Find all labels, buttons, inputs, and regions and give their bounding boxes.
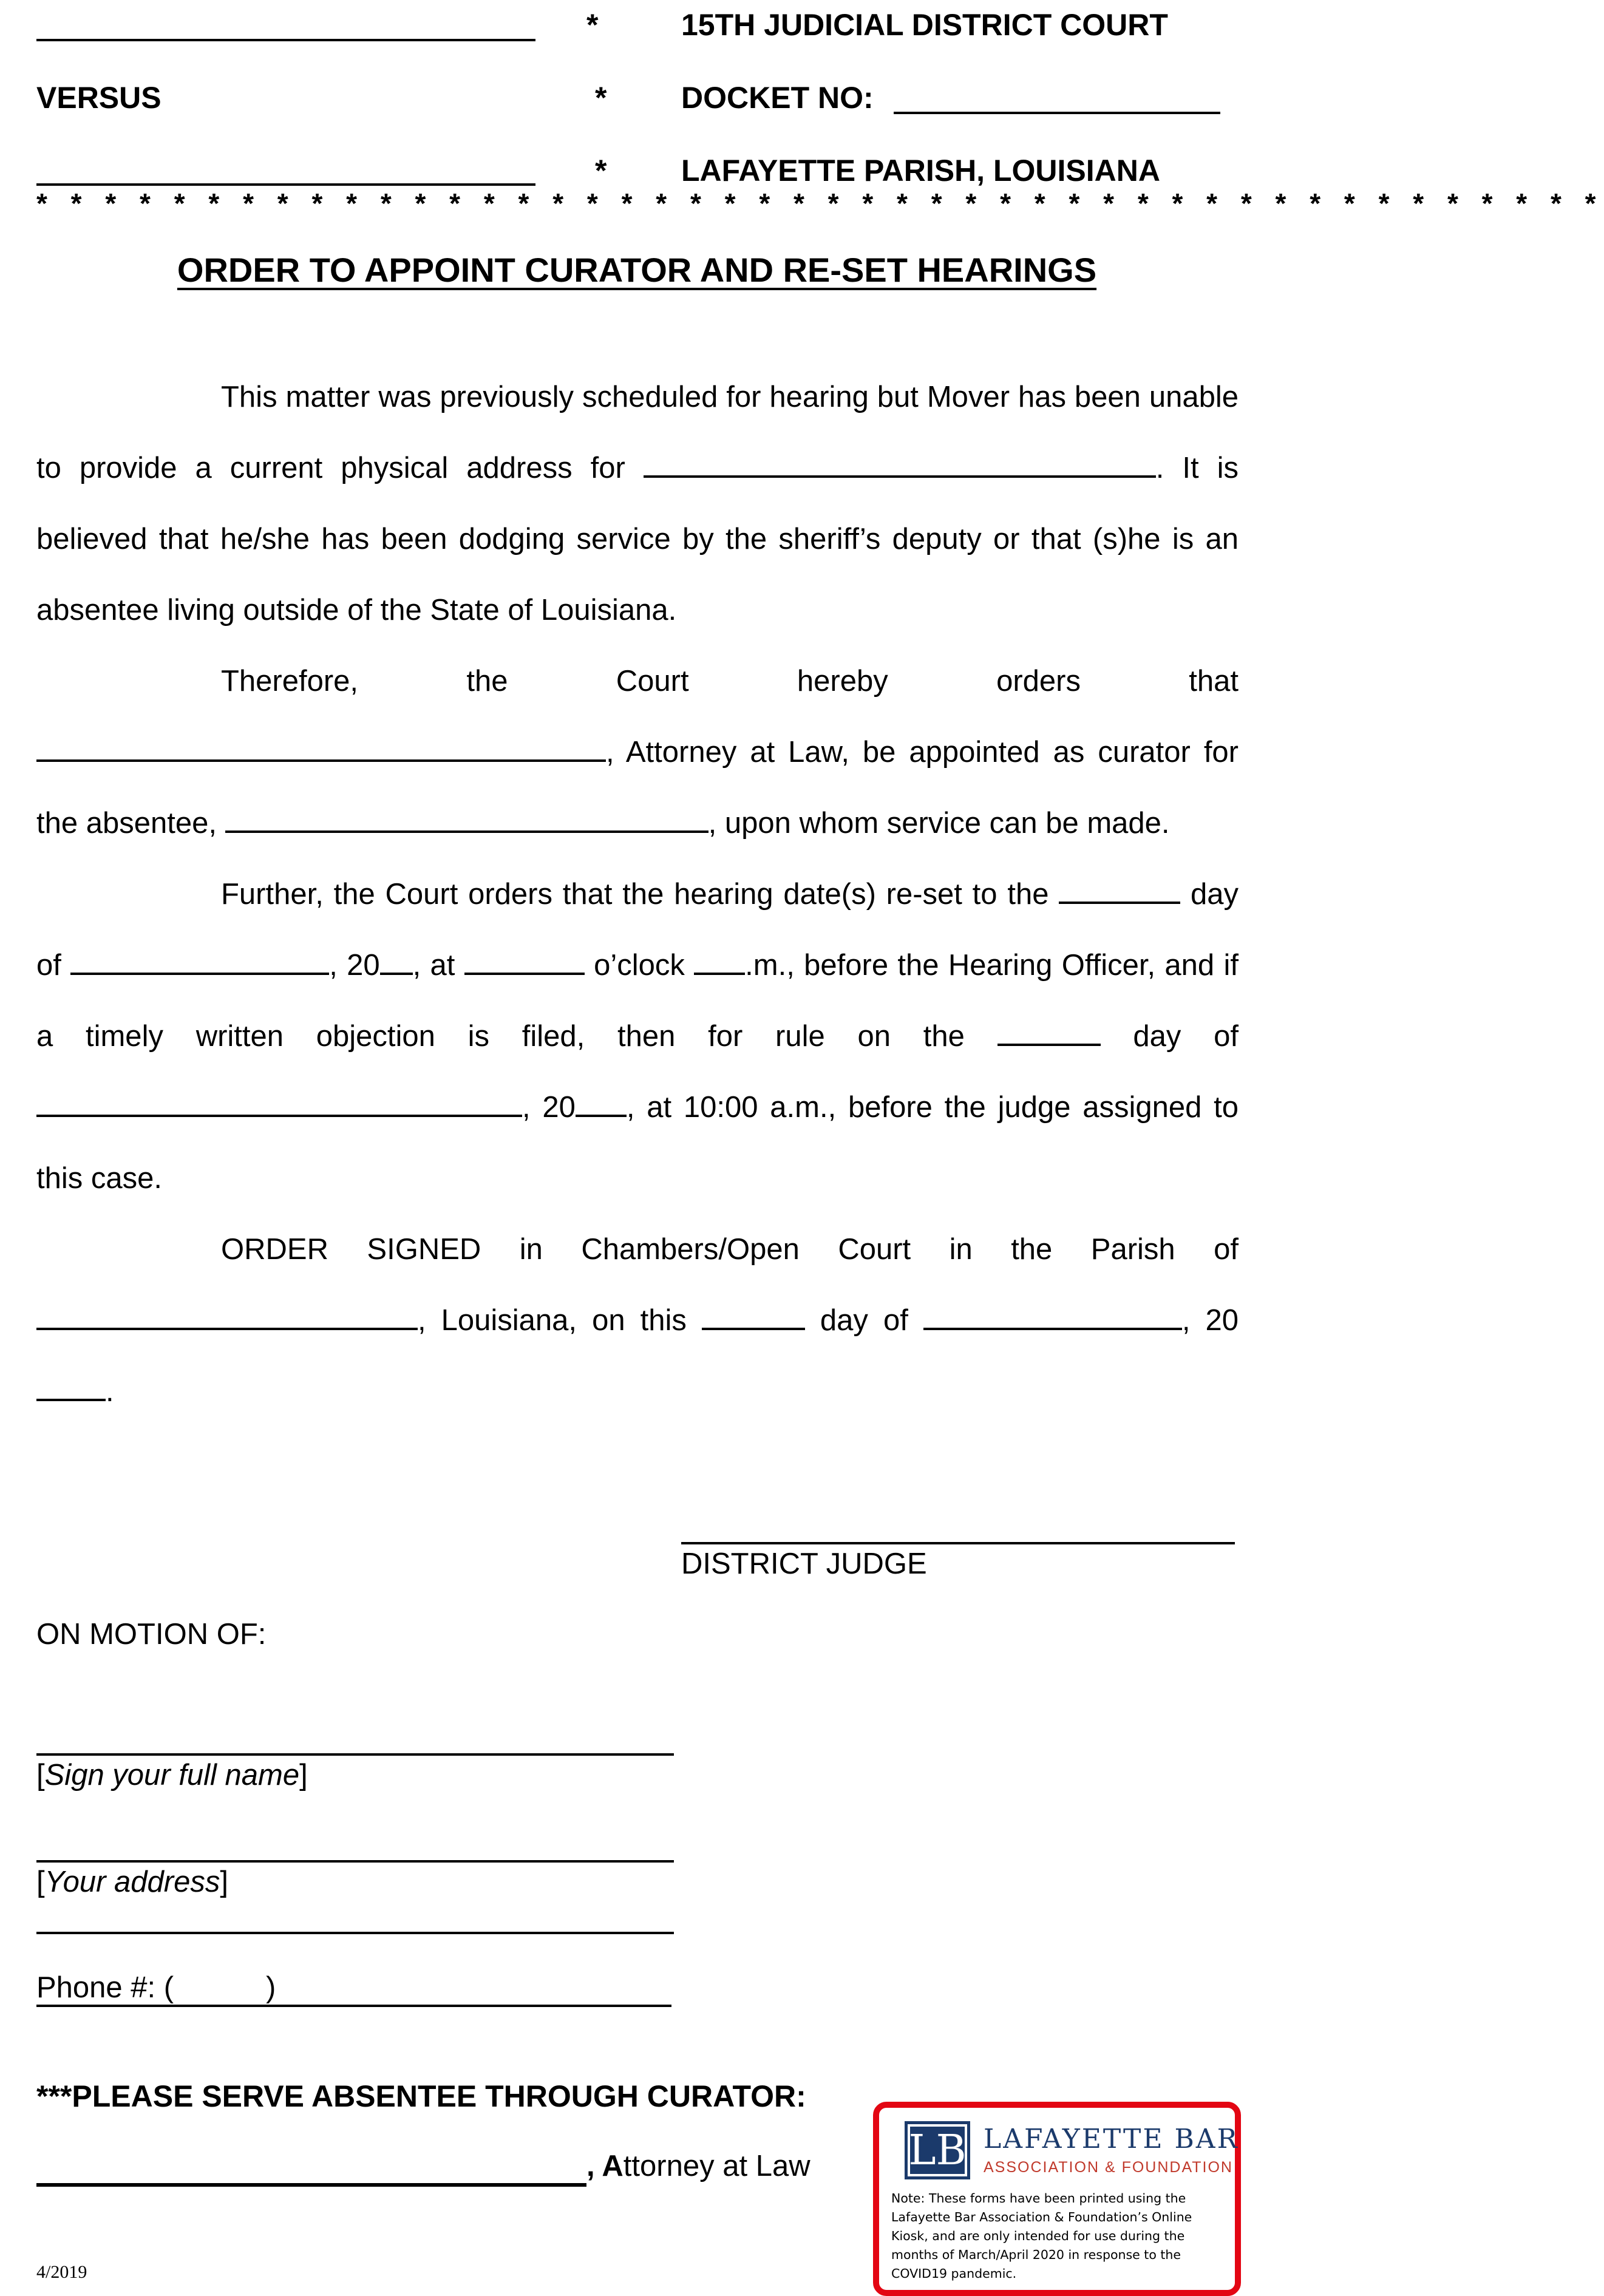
attorney-at-law-label: , Attorney at Law bbox=[586, 2150, 810, 2182]
signing-month-blank[interactable] bbox=[923, 1301, 1182, 1330]
docket-number-line[interactable] bbox=[894, 112, 1220, 114]
paragraph-3: Further, the Court orders that the hearing date(s) re-set to the day of , 20 , at o’clock .m., before the Hearing Officer, and if a timely written objection is filed, then for rule on the day of , 20 , at 10:00 a.m., before the judge assigned to this case. bbox=[36, 859, 1239, 1214]
caption-star-3: * bbox=[595, 154, 607, 188]
court-name: 15TH JUDICIAL DISTRICT COURT bbox=[681, 8, 1168, 42]
logo-title: LAFAYETTE BAR bbox=[984, 2124, 1239, 2155]
phone-close-paren: ) bbox=[266, 1971, 276, 2004]
logo-subtitle: ASSOCIATION & FOUNDATION bbox=[984, 2159, 1233, 2176]
plaintiff-line[interactable] bbox=[36, 39, 535, 41]
paragraph-2: Therefore, the Court hereby orders that , Attorney at Law, be appointed as curator for the absentee, , upon whom service can be made. bbox=[36, 665, 1239, 840]
address-line-1[interactable] bbox=[36, 1860, 674, 1863]
signing-parish-blank[interactable] bbox=[36, 1301, 418, 1330]
mover-signature-line[interactable] bbox=[36, 1753, 674, 1756]
form-revision-date: 4/2019 bbox=[36, 2262, 87, 2282]
caption-separator: * * * * * * * * * * * * * * * * * * * * * * * * * * * * * * * * * * * * * * * * * * * * * * bbox=[36, 188, 1604, 219]
signing-day-blank[interactable] bbox=[702, 1301, 805, 1330]
hearing-time-blank[interactable] bbox=[464, 946, 585, 975]
phone-area-code-line[interactable] bbox=[36, 2005, 671, 2007]
page-title: ORDER TO APPOINT CURATOR AND RE-SET HEARINGS bbox=[177, 251, 1097, 289]
curator-name-line[interactable] bbox=[36, 2183, 586, 2187]
curator-attorney-blank[interactable] bbox=[36, 733, 606, 762]
rule-month-blank[interactable] bbox=[36, 1088, 522, 1117]
versus-label: VERSUS bbox=[36, 81, 161, 115]
parish-name: LAFAYETTE PARISH, LOUISIANA bbox=[681, 154, 1160, 188]
address-line-2[interactable] bbox=[36, 1932, 674, 1934]
defendant-line[interactable] bbox=[36, 183, 535, 186]
signing-year-blank[interactable] bbox=[36, 1372, 106, 1401]
caption-star-2: * bbox=[595, 81, 607, 115]
absentee-blank[interactable] bbox=[225, 804, 709, 833]
serve-heading: ***PLEASE SERVE ABSENTEE THROUGH CURATOR: bbox=[36, 2079, 806, 2113]
absentee-name-blank[interactable] bbox=[644, 449, 1156, 478]
on-motion-label: ON MOTION OF: bbox=[36, 1618, 267, 1651]
kiosk-note: Note: These forms have been printed using the Lafayette Bar Association & Foundation’s Online Kiosk, and are only intended for use during the months of March/April 2020 in response to the COVID19 pandemic. bbox=[891, 2191, 1192, 2281]
lafayette-bar-logo: LB bbox=[905, 2121, 970, 2179]
rule-year-blank[interactable] bbox=[576, 1088, 627, 1117]
hearing-day-blank[interactable] bbox=[1059, 875, 1180, 904]
hearing-year-blank[interactable] bbox=[380, 946, 413, 975]
paragraph-1: This matter was previously scheduled for hearing but Mover has been unable to provide a current physical address for . It is believed that he/she has been dodging service by the sheriff’s deputy or that (s)he is an absentee living outside of the State of Louisiana. bbox=[36, 381, 1239, 627]
caption-star-1: * bbox=[586, 8, 599, 42]
order-body bbox=[36, 362, 1239, 1427]
docket-label: DOCKET NO: bbox=[681, 81, 874, 115]
judge-signature-line[interactable] bbox=[681, 1542, 1235, 1544]
address-caption: [Your address] bbox=[36, 1866, 228, 1898]
kiosk-notice-box bbox=[873, 2102, 1241, 2296]
hearing-month-blank[interactable] bbox=[70, 946, 329, 975]
rule-day-blank[interactable] bbox=[997, 1017, 1101, 1046]
paragraph-4: ORDER SIGNED in Chambers/Open Court in the Parish of , Louisiana, on this day of , 20. bbox=[36, 1214, 1239, 1427]
sign-name-caption: [Sign your full name] bbox=[36, 1759, 308, 1792]
phone-label: Phone #: ( bbox=[36, 1971, 174, 2004]
hearing-ampm-blank[interactable] bbox=[694, 946, 745, 975]
district-judge-label: DISTRICT JUDGE bbox=[681, 1547, 927, 1580]
